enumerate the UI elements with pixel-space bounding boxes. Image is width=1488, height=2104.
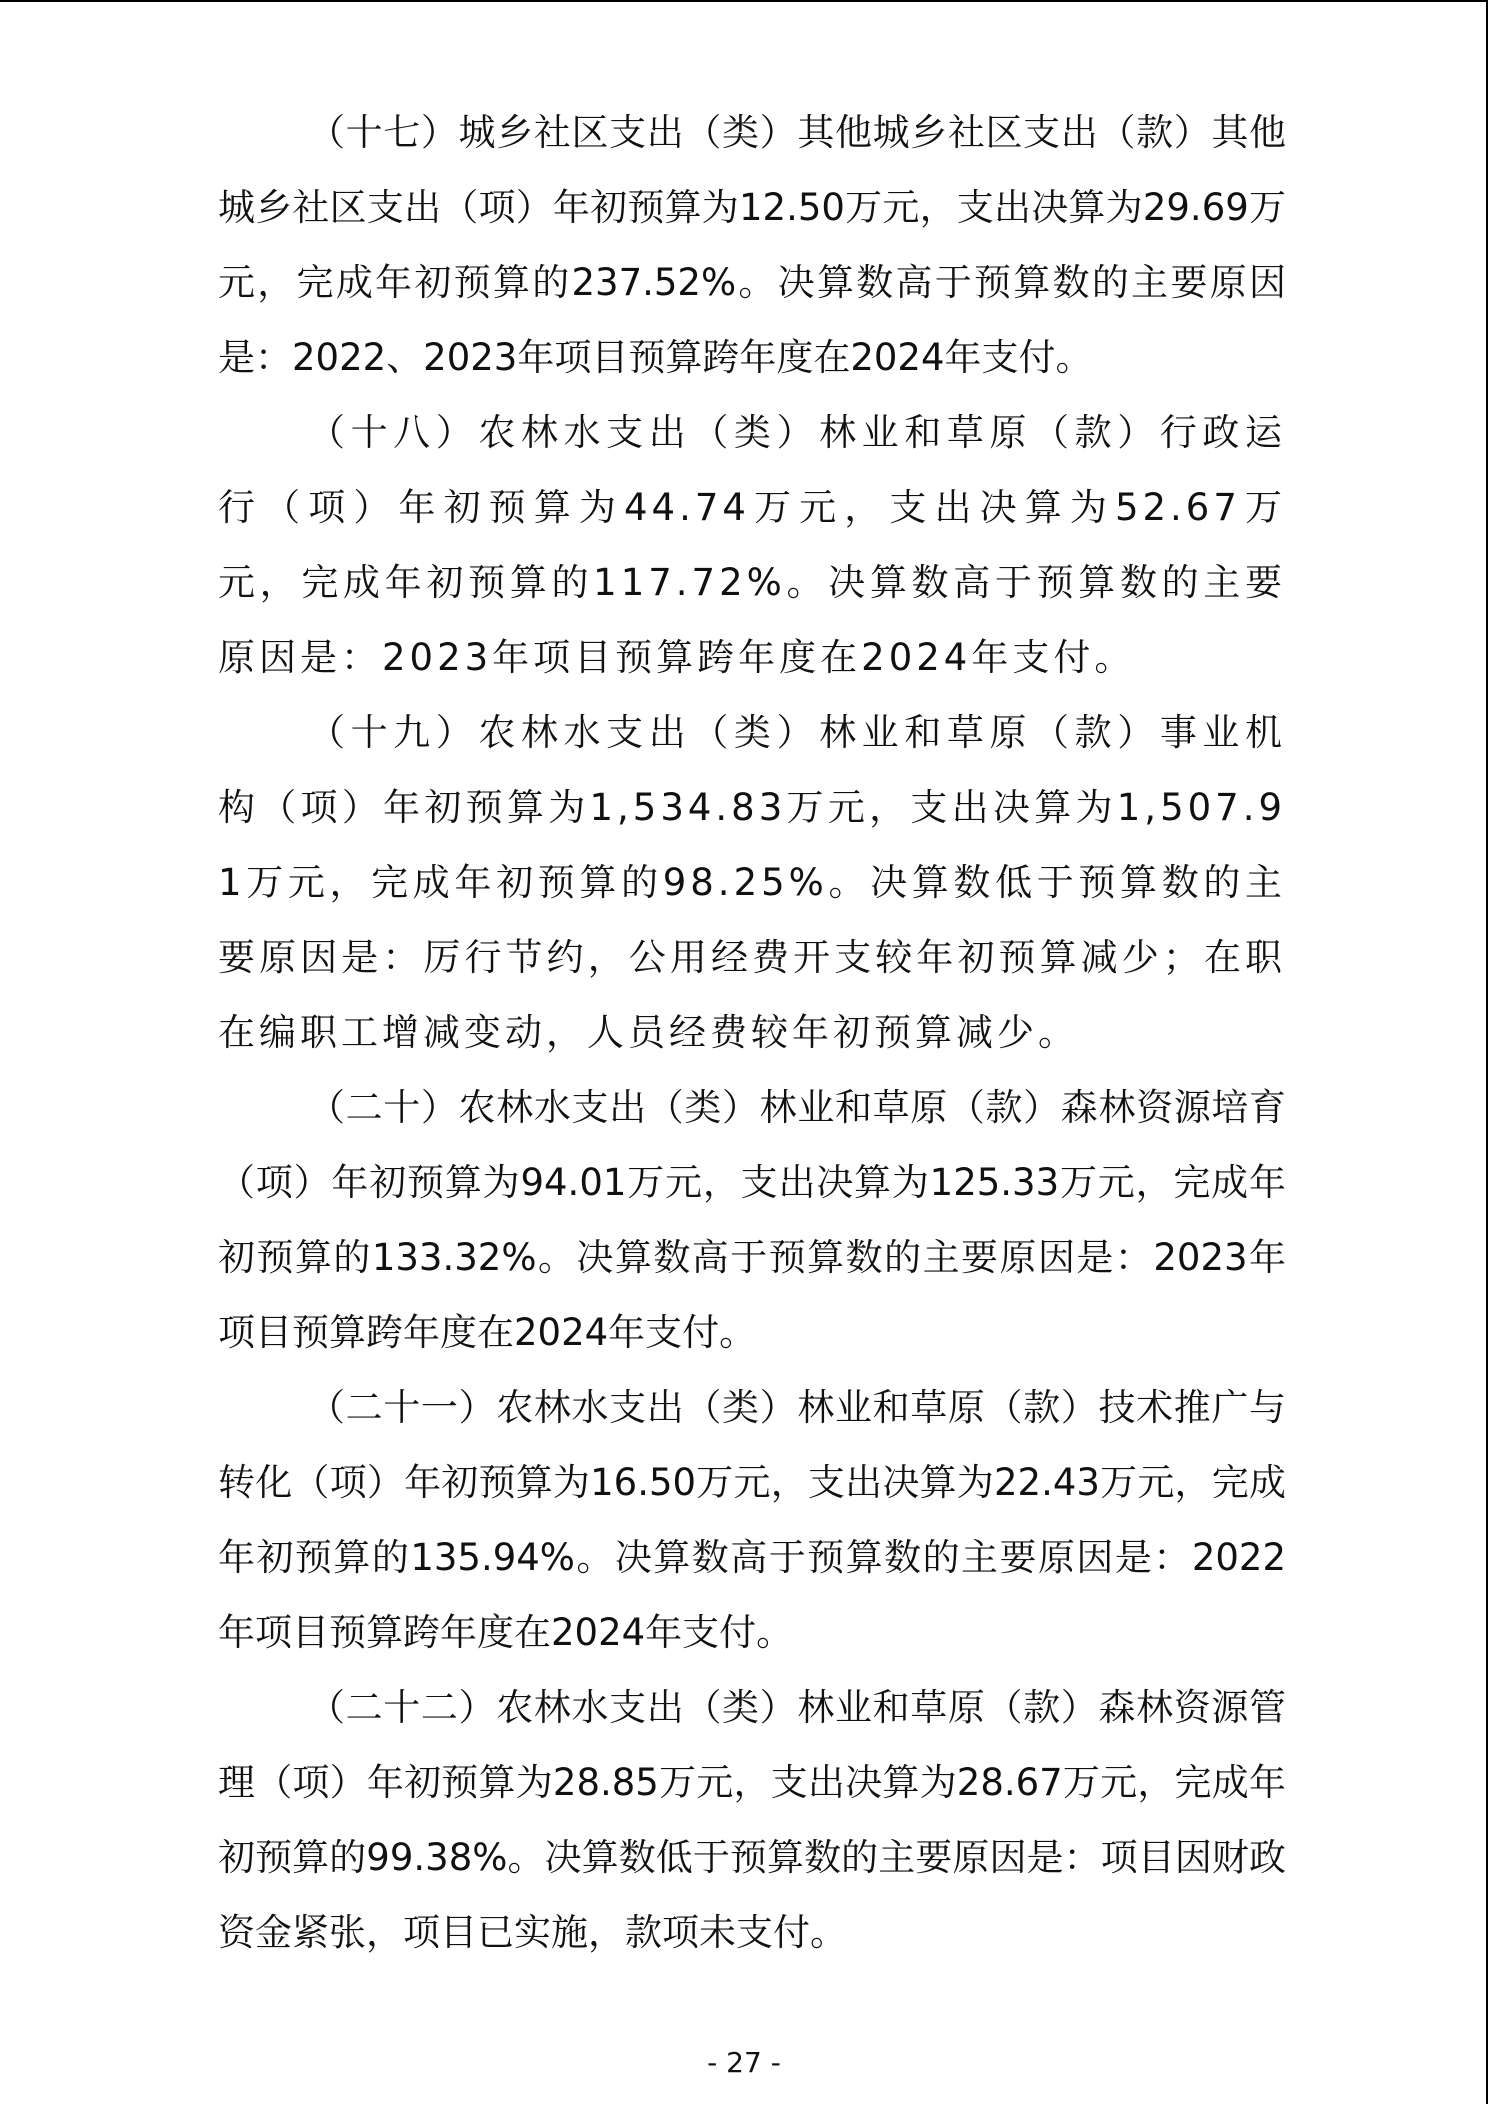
page-number: - 27 - bbox=[707, 2046, 781, 2079]
paragraph-19: （十九）农林水支出（类）林业和草原（款）事业机构（项）年初预算为1,534.83万元，支出决算为1,507.91万元，完成年初预算的98.25%。决算数低于预算数的主要原因是：厉行节约，公用经费开支较年初预算减少；在职在编职工增减变动，人员经费较年初预算减少。 bbox=[218, 711, 1286, 1054]
paragraph-20: （二十）农林水支出（类）林业和草原（款）森林资源培育（项）年初预算为94.01万元，支出决算为125.33万元，完成年初预算的133.32%。决算数高于预算数的主要原因是：2023年项目预算跨年度在2024年支付。 bbox=[218, 1086, 1286, 1354]
paragraph-21: （二十一）农林水支出（类）林业和草原（款）技术推广与转化（项）年初预算为16.50万元，支出决算为22.43万元，完成年初预算的135.94%。决算数高于预算数的主要原因是：2022年项目预算跨年度在2024年支付。 bbox=[218, 1386, 1286, 1654]
paragraph-18: （十八）农林水支出（类）林业和草原（款）行政运行（项）年初预算为44.74万元，支出决算为52.67万元，完成年初预算的117.72%。决算数高于预算数的主要原因是：2023年项目预算跨年度在2024年支付。 bbox=[218, 411, 1286, 679]
paragraph-17: （十七）城乡社区支出（类）其他城乡社区支出（款）其他城乡社区支出（项）年初预算为12.50万元，支出决算为29.69万元，完成年初预算的237.52%。决算数高于预算数的主要原因是：2022、2023年项目预算跨年度在2024年支付。 bbox=[218, 111, 1286, 379]
document-body bbox=[218, 95, 1286, 1970]
paragraph-22: （二十二）农林水支出（类）林业和草原（款）森林资源管理（项）年初预算为28.85万元，支出决算为28.67万元，完成年初预算的99.38%。决算数低于预算数的主要原因是：项目因财政资金紧张，项目已实施，款项未支付。 bbox=[218, 1686, 1286, 1954]
